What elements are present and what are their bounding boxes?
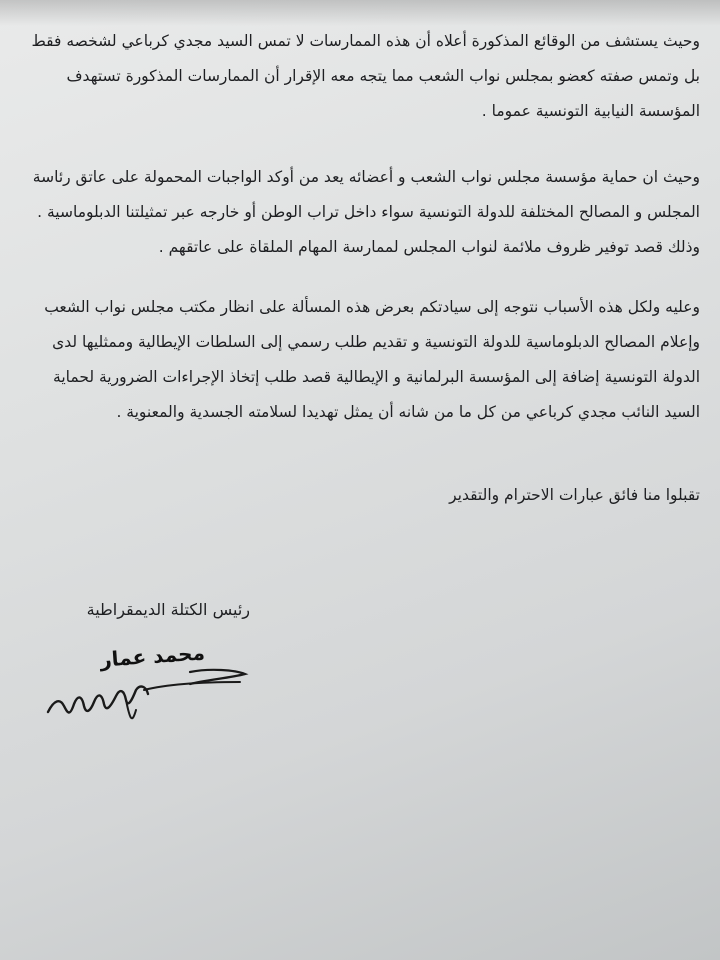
paragraph-3-text: وعليه ولكل هذه الأسباب نتوجه إلى سيادتكم بعرض هذه المسألة على انظار مكتب مجلس نواب الشعب وإعلام المصالح الدبلوماسية للدولة التونسية و تقديم طلب رسمي إلى السلطات الإيطالية وممثليها لدى الدولة التونسية إضافة إلى المؤسسة البرلمانية و الإيطالية قصد طلب إتخاذ الإجراءات الضرورية لحماية السيد النائب مجدي كرباعي من كل ما من شانه أن يمثل تهديدا لسلامته الجسدية والمعنوية . xyxy=(44,298,700,421)
closing-text: تقبلوا منا فائق عبارات الاحترام والتقدير xyxy=(449,486,700,504)
letter-closing xyxy=(30,478,700,513)
paragraph-1-text: وحيث يستشف من الوقائع المذكورة أعلاه أن هذه الممارسات لا تمس السيد مجدي كرباعي لشخصه فقط بل وتمس صفته كعضو بمجلس نواب الشعب مما يتجه معه الإقرار أن الممارسات المذكورة تستهدف المؤسسة النيابية التونسية عموما . xyxy=(31,32,700,120)
page-edge-shadow xyxy=(0,0,720,26)
signatory-name: محمد عمار xyxy=(99,640,206,672)
letter-paragraph-1 xyxy=(30,24,700,129)
paragraph-2-text: وحيث ان حماية مؤسسة مجلس نواب الشعب و أعضائه يعد من أوكد الواجبات المحمولة على عاتق رئاسة المجلس و المصالح المختلفة للدولة التونسية سواء داخل تراب الوطن أو خارجه عبر تمثيلتنا الدبلوماسية . وذلك قصد توفير ظروف ملائمة لنواب المجلس لممارسة المهام الملقاة على عاتقهم . xyxy=(32,168,700,256)
letter-paragraph-2 xyxy=(30,160,700,265)
handwritten-signature xyxy=(40,660,260,730)
letter-paragraph-3 xyxy=(30,290,700,430)
signatory-title: رئيس الكتلة الديمقراطية xyxy=(86,600,250,619)
